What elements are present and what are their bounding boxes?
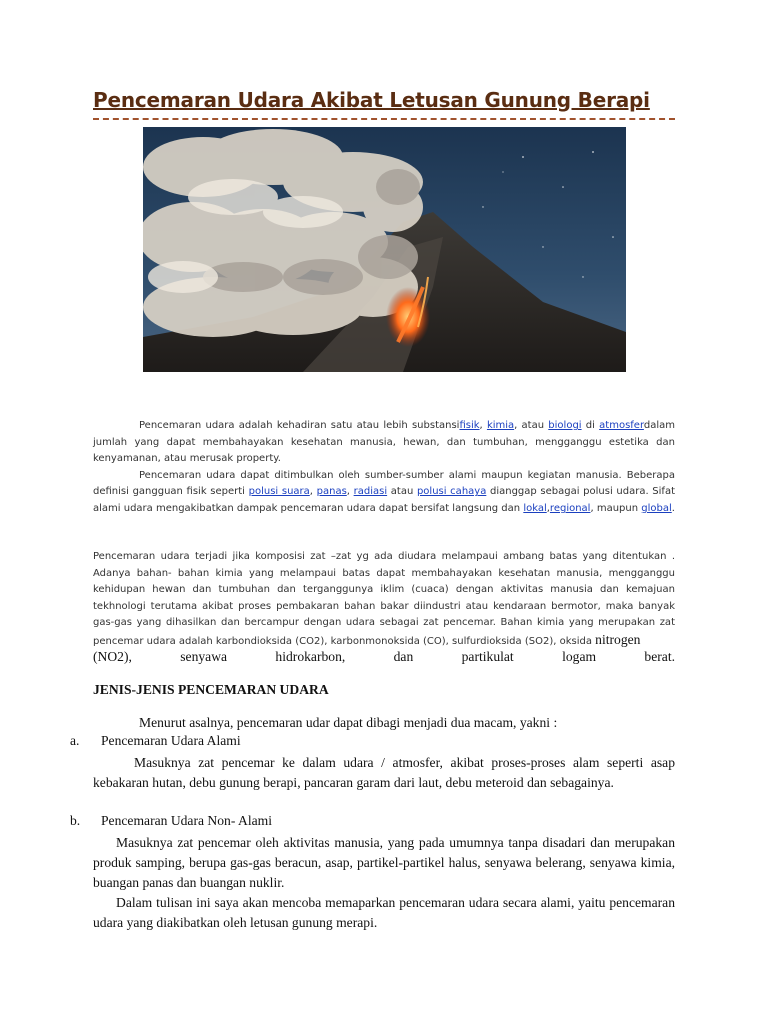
link-panas[interactable]: panas [316, 486, 347, 498]
text-run: dianggap sebagai polusi udara. Sifat alami udara mengakibatkan dampak pencemaran udara dapat bersifat langsung dan [93, 486, 675, 514]
volcano-eruption-photo [143, 127, 626, 372]
item-b-paragraph: Masuknya zat pencemar oleh aktivitas manusia, yang pada umumnya tanpa disadari dan merupakan produk samping, berupa gas-gas beracun, asap, partikel-partikel halus, senyawa belerang, senyawa kimia, buangan panas dan buangan nuklir. [93, 835, 675, 890]
link-lokal[interactable]: lokal [523, 502, 547, 514]
list-label-a: a. [70, 733, 80, 748]
list-label-b: b. [70, 813, 81, 828]
text-run: , atau [514, 420, 549, 431]
paragraph-definition [93, 418, 675, 468]
composition-last-line [93, 647, 675, 667]
link-biologi[interactable]: biologi [548, 420, 582, 431]
text-run: , maupun [590, 502, 642, 514]
text-run: , [346, 486, 354, 498]
link-polusi-cahaya[interactable]: polusi cahaya [416, 486, 487, 498]
text-run: Pencemaran udara adalah kehadiran satu atau lebih substansi [139, 420, 460, 431]
text-run: di [581, 420, 600, 431]
link-fisik[interactable]: fisik [459, 420, 480, 431]
item-b-text [93, 833, 675, 893]
body-text-sans [93, 418, 675, 518]
item-a-title: Pencemaran Udara Alami [101, 733, 241, 748]
paragraph-composition [93, 549, 675, 651]
text-run: . [671, 502, 675, 514]
composition-text [93, 549, 675, 651]
text-run: , [479, 420, 487, 431]
link-regional[interactable]: regional [549, 502, 591, 514]
closing-text: Dalam tulisan ini saya akan mencoba memaparkan pencemaran udara secara alami, yaitu pencemaran udara yang diakibatkan oleh letusan gunung merapi. [93, 895, 675, 930]
item-b-title: Pencemaran Udara Non- Alami [101, 813, 272, 828]
link-radiasi[interactable]: radiasi [353, 486, 388, 498]
composition-last-line-text: (NO2), senyawa hidrokarbon, dan partikulat logam berat. [93, 649, 675, 664]
paragraph-sources [93, 468, 675, 518]
title-divider [93, 118, 675, 120]
item-a-text [93, 753, 675, 793]
link-kimia[interactable]: kimia [486, 420, 515, 431]
text-run: Pencemaran udara dapat ditimbulkan oleh sumber-sumber alami maupun kegiatan manusia. Beberapa definisi gangguan fisik seperti [93, 469, 675, 498]
closing-paragraph [93, 893, 675, 933]
link-atmosfer[interactable]: atmosfer [599, 420, 644, 431]
section-heading: JENIS-JENIS PENCEMARAN UDARA [93, 682, 329, 697]
text-run: , [309, 486, 317, 498]
item-a-paragraph: Masuknya zat pencemar ke dalam udara / atmosfer, akibat proses-proses alam seperti asap kebakaran hutan, debu gunung berapi, pancaran garam dari laut, debu meteroid dan sebagainya. [93, 755, 675, 790]
section-intro: Menurut asalnya, pencemaran udar dapat dibagi menjadi dua macam, yakni : [139, 715, 558, 730]
document-title: Pencemaran Udara Akibat Letusan Gunung Berapi [93, 88, 650, 112]
text-run: Pencemaran udara terjadi jika komposisi zat –zat yg ada diudara melampaui ambang batas yang ditentukan . Adanya bahan- bahan kimia yang melampaui batas dapat membahayakan kesehatan manusia, mengganggu kehidupan hewan dan tumbuhan dan terganggunya iklim (cuaca) dengan aktivitas manusia dan kemajuan tekhnologi terutama akibat proses pembakaran bahan bakar diindustri atau kendaraan bermotor, maka banyak gas-gas yang dihasilkan dan bercampur dengan udara sebagai zat pencemar. Bahan kimia yang merupakan zat pencemar udara adalah karbondioksida (CO2), karbonmonoksida (CO), sulfurdioksida (SO2), oksida [93, 551, 675, 647]
nitrogen-word: nitrogen [595, 631, 641, 647]
link-polusi-suara[interactable]: polusi suara [248, 486, 310, 498]
text-run: atau [387, 486, 417, 498]
link-global[interactable]: global [641, 502, 672, 514]
text-run: , [546, 502, 550, 514]
text-run: dalam jumlah yang dapat membahayakan kesehatan manusia, hewan, dan tumbuhan, mengganggu estetika dan kenyamanan, atau merusak property. [93, 420, 676, 465]
